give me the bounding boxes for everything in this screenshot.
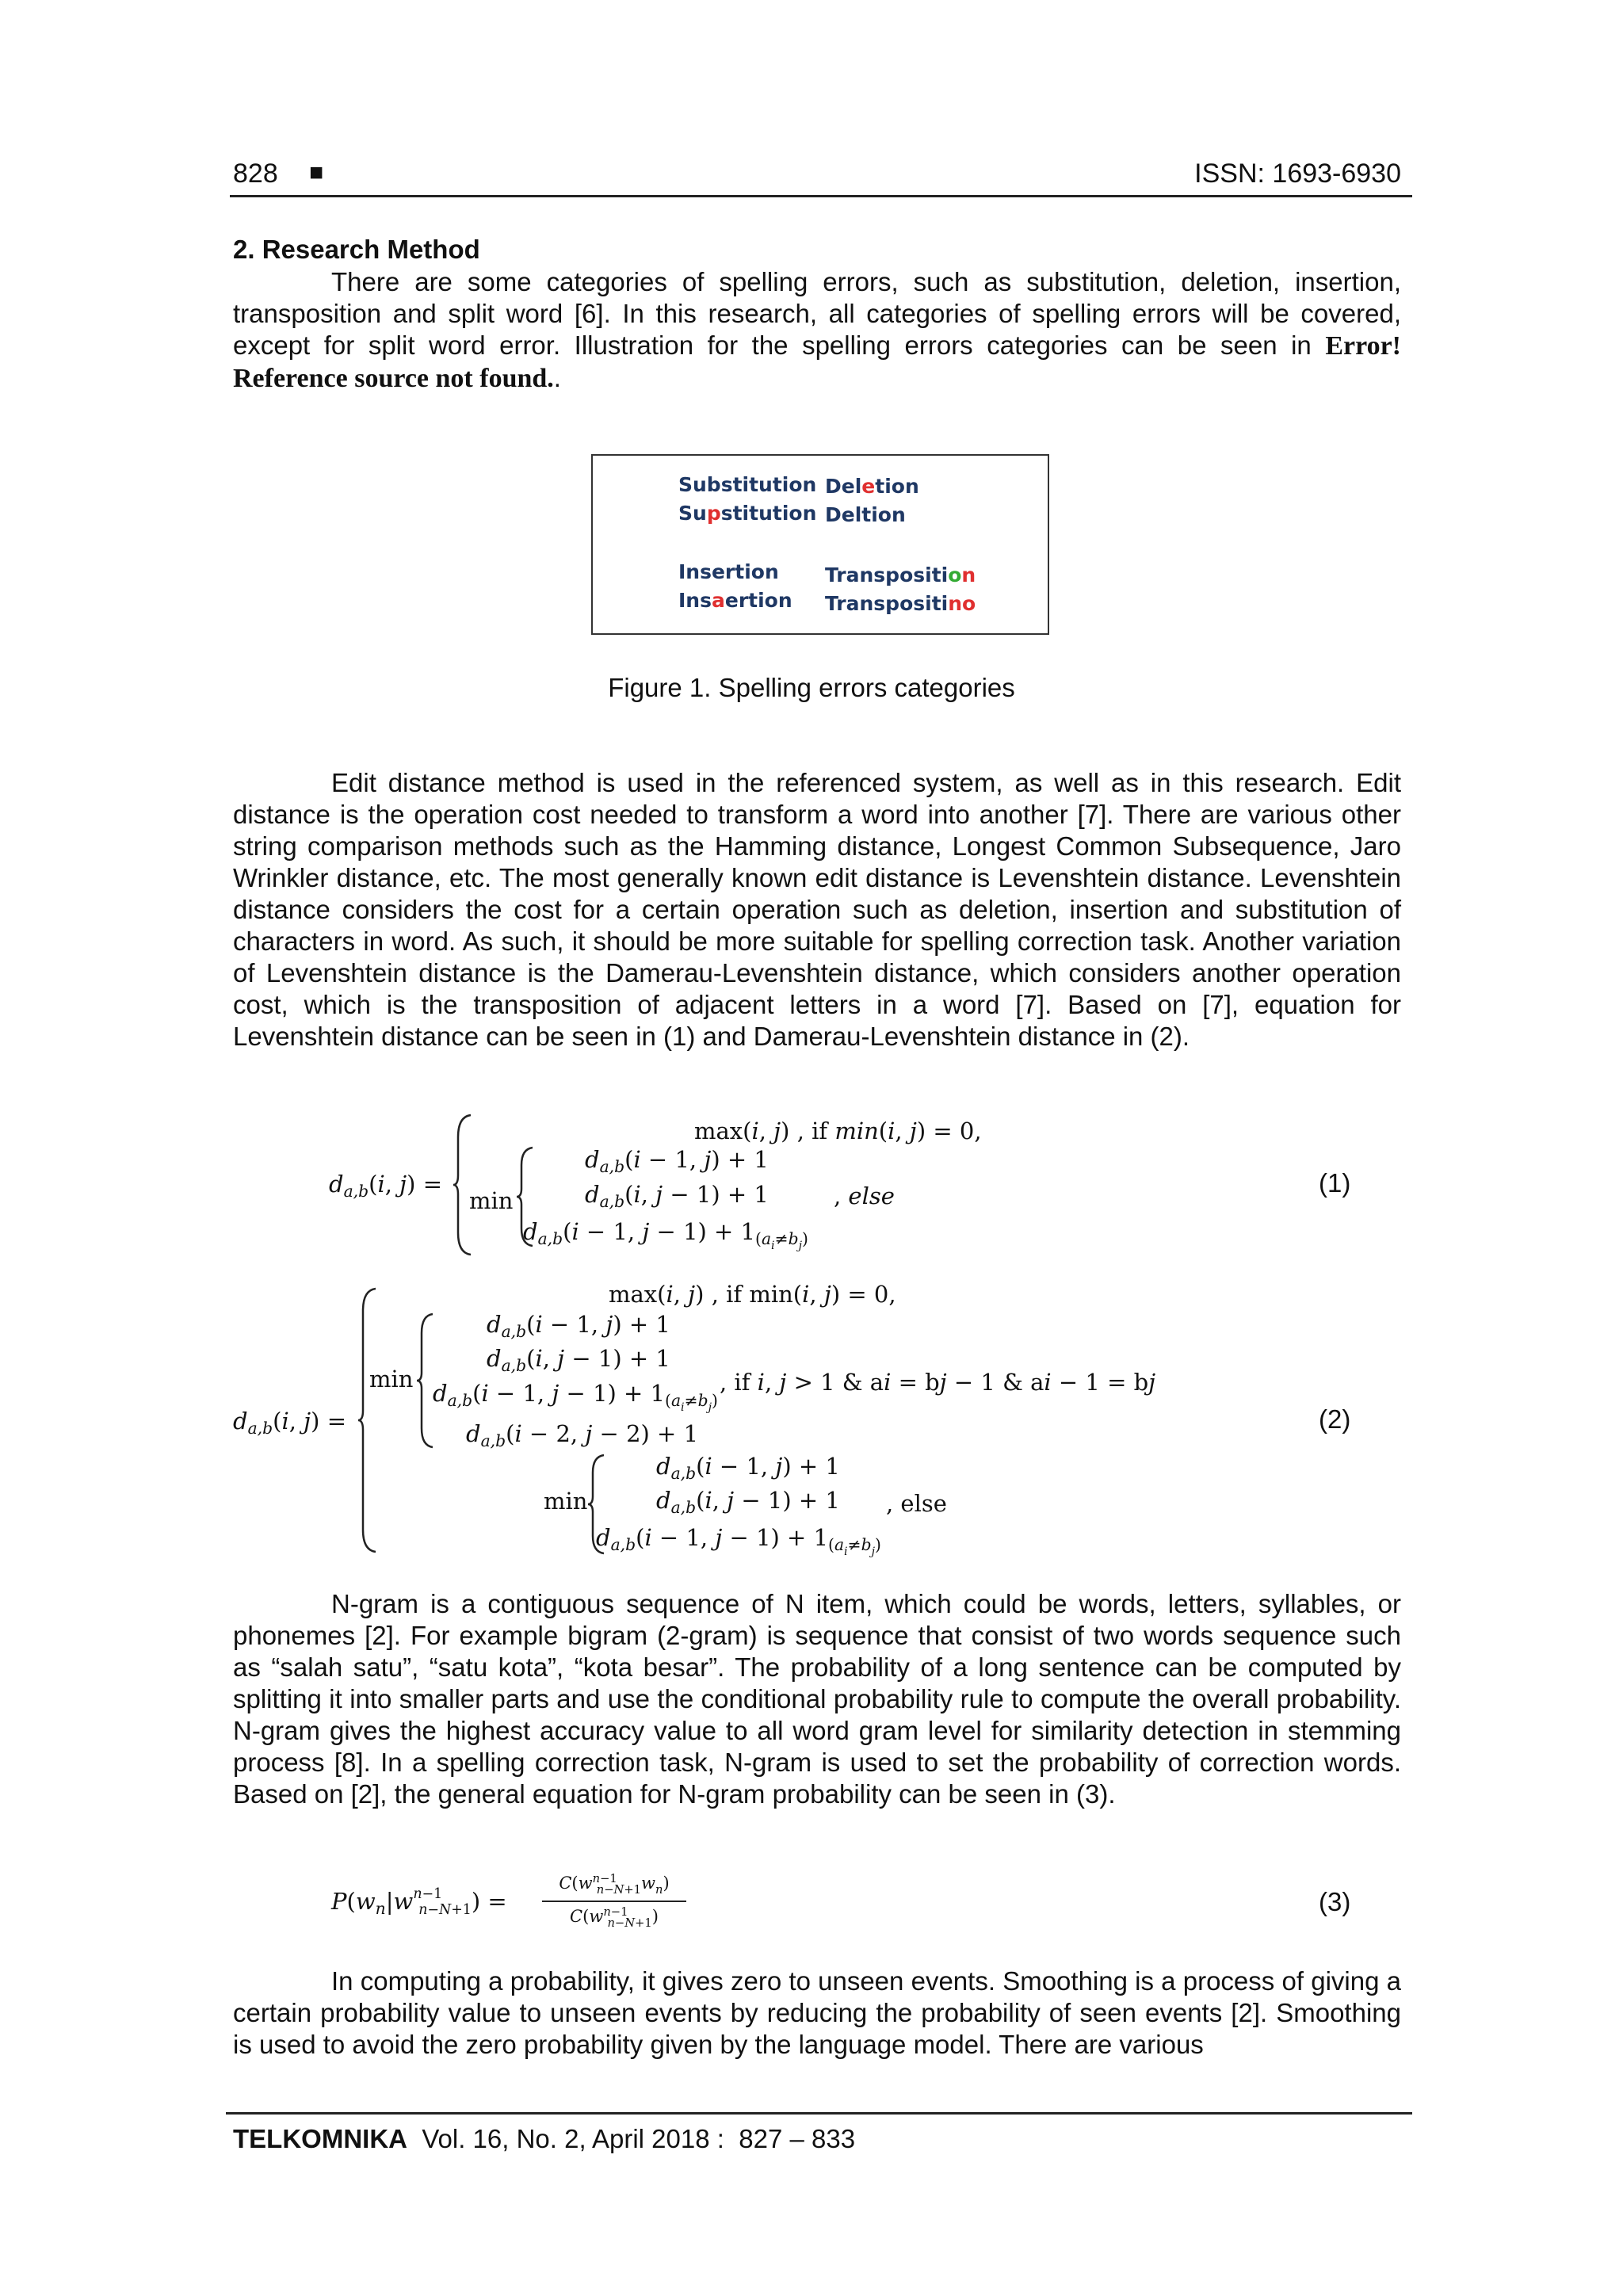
header-rule <box>230 195 1412 197</box>
eq2-min-2: min <box>544 1488 588 1515</box>
eq2-term: $d_{a,b}(i - 1$, j) + 1 <box>487 1311 670 1341</box>
eq2-term: $d_{a,b}(i - 1$, $j - 1) + 1_{(a_i\ne b_j)}$ <box>433 1380 718 1414</box>
eq1-min: min <box>469 1187 514 1214</box>
eq1-number: (1) <box>1319 1168 1351 1198</box>
figure-word: Supstitution <box>678 502 817 525</box>
figure-word: Substitution <box>678 473 817 496</box>
eq2-max-line: max(𝑖, 𝑗) , if min(𝑖, 𝑗) = 0, <box>609 1281 896 1308</box>
header-square-icon: ■ <box>309 159 324 185</box>
eq2-lhs: $d_{a,b}(i$, j) = <box>233 1408 346 1438</box>
eq1-term: $d_{a,b}(i - 1$, $j - 1) + 1_{(a_i\ne b_j)}$ <box>523 1218 808 1252</box>
paragraph-1: There are some categories of spelling errors, such as substitution, deletion, insertion, transposition and split word [6]. In this research, all categories of spelling errors will be covered, except for split word error. Illustration for the spelling errors categories can be seen in Error! Reference source not found.. <box>233 267 1401 393</box>
figure-word: Transposition <box>825 563 976 586</box>
figure-word: Insertion <box>678 560 779 583</box>
eq1-max-line: max(𝑖, 𝑗) , if 𝑚𝑖𝑛(𝑖, 𝑗) = 0, <box>694 1117 982 1144</box>
eq1-term: $d_{a,b}(i - 1$, j) + 1 <box>585 1146 769 1176</box>
eq2-else: , else <box>886 1490 947 1517</box>
figure-word: Deletion <box>825 475 919 498</box>
section-heading: 2. Research Method <box>233 235 480 264</box>
figure-1-box <box>591 454 1049 635</box>
eq2-min-brace <box>417 1312 434 1449</box>
paragraph-4: In computing a probability, it gives zero to unseen events. Smoothing is a process of giving a certain probability value to unseen events by reducing the probability of seen events [2]. Smoothing is used to avoid the zero probability given by the language model. There are various <box>233 1966 1401 2059</box>
eq1-else: , 𝑒𝑙𝑠𝑒 <box>834 1182 895 1209</box>
page-number: 828 <box>233 159 278 189</box>
journal-name: TELKOMNIKA <box>233 2124 407 2153</box>
eq3-numerator: $C(w^{n-1}_{n-N+1}w_n)$ <box>559 1872 670 1897</box>
eq3-fraction-bar <box>542 1901 686 1902</box>
footer <box>233 2124 855 2154</box>
eq2-condition: , if 𝑖, 𝑗 > 1 & a𝑖 = b𝑗 − 1 & a𝑖 − 1 = b𝑗 <box>720 1369 1156 1396</box>
eq1-lhs: $d_{a,b}(i$, j) = <box>329 1171 442 1201</box>
eq2-term: $d_{a,b}(i$, j − 1) + 1 <box>487 1345 670 1375</box>
eq2-term: $d_{a,b}(i - 2$, j − 2) + 1 <box>466 1420 699 1450</box>
paragraph-3: N-gram is a contiguous sequence of N item, which could be words, letters, syllables, or phonemes [2]. For example bigram (2-gram) is sequence that consist of two words sequence such as “salah satu”, “satu kota”, “kota besar”. The probability of a long sentence can be computed by splitting it into smaller parts and use the conditional probability rule to compute the overall probability. N-gram gives the highest accuracy value to all word gram level for similarity detection in stemming process [8]. In a spelling correction task, N-gram is used to set the probability of correction words. Based on [2], the general equation for N-gram probability can be seen in (3). <box>233 1589 1401 1809</box>
figure-word: Deltion <box>825 503 906 526</box>
paragraph-2: Edit distance method is used in the referenced system, as well as in this research. Edit distance is the operation cost needed to transform a word into another [7]. There are various other string comparison methods such as the Hamming distance, Longest Common Subsequence, Jaro Wrinkler distance, etc. The most generally known edit distance is Levenshtein distance. Levenshtein distance considers the cost for a certain operation such as deletion, insertion and substitution of characters in word. As such, it should be more suitable for spelling correction task. Another variation of Levenshtein distance is the Damerau-Levenshtein distance, which considers another operation cost, which is the transposition of adjacent letters in a word [7]. Based on [7], equation for Levenshtein distance can be seen in (1) and Damerau-Levenshtein distance in (2). <box>233 768 1401 1051</box>
figure-word: Transpositino <box>825 592 976 615</box>
eq3-lhs: $P(w_n|w^{n-1}_{n-N+1})$ = <box>331 1886 507 1918</box>
eq1-brace <box>453 1114 472 1256</box>
journal-info: Vol. 16, No. 2, April 2018 : 827 – 833 <box>407 2124 856 2153</box>
eq1-term: $d_{a,b}(i$, j − 1) + 1 <box>585 1181 769 1211</box>
eq3-denominator: $C(w^{n-1}_{n-N+1})$ <box>570 1905 659 1930</box>
eq2-brace <box>358 1287 377 1553</box>
eq3-number: (3) <box>1319 1887 1351 1916</box>
eq2-number: (2) <box>1319 1404 1351 1434</box>
footer-rule <box>226 2112 1412 2115</box>
broken-reference: Error! Reference source not found. <box>233 331 1401 393</box>
eq2-min: min <box>369 1366 414 1392</box>
figure-caption: Figure 1. Spelling errors categories <box>608 673 1015 702</box>
issn: ISSN: 1693-6930 <box>1194 159 1401 189</box>
eq2-term: $d_{a,b}(i - 1$, j) + 1 <box>656 1453 840 1483</box>
figure-word: Insaertion <box>678 589 792 612</box>
eq2-term: $d_{a,b}(i$, j − 1) + 1 <box>656 1487 840 1517</box>
eq2-term: $d_{a,b}(i - 1$, $j - 1) + 1_{(a_i\ne b_j)}$ <box>596 1524 881 1558</box>
